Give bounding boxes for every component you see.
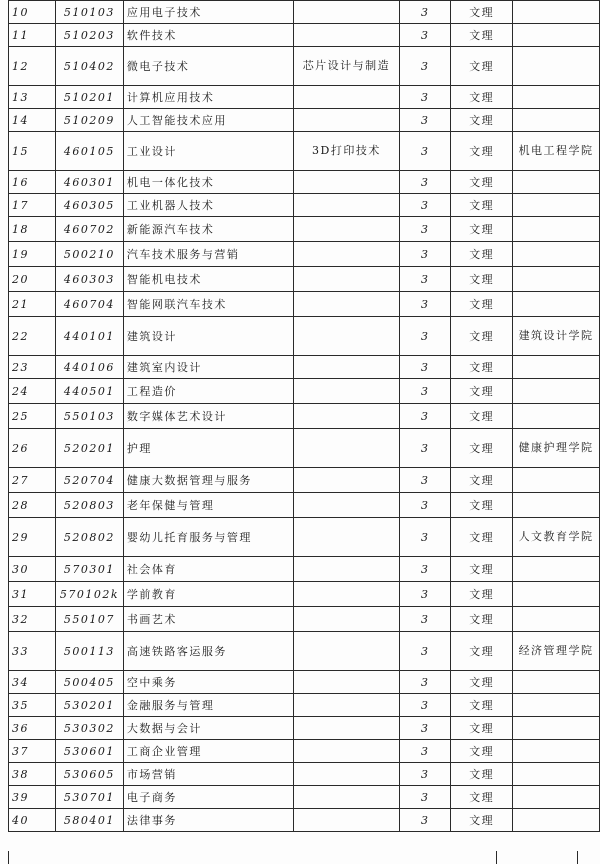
major-direction-cell	[293, 109, 400, 132]
major-code-cell: 530601	[55, 740, 123, 763]
study-years-cell: 3	[400, 607, 451, 632]
major-code-cell: 500113	[55, 632, 123, 671]
major-direction-cell	[293, 267, 400, 292]
subject-category-cell: 文理	[451, 1, 513, 24]
college-name-cell	[513, 557, 600, 582]
study-years-cell: 3	[400, 694, 451, 717]
row-number-cell: 29	[9, 518, 56, 557]
major-code-cell: 510209	[55, 109, 123, 132]
major-name-cell: 软件技术	[123, 24, 293, 47]
row-number-cell: 10	[9, 1, 56, 24]
major-name-cell: 计算机应用技术	[123, 86, 293, 109]
major-code-cell: 530302	[55, 717, 123, 740]
major-direction-cell	[293, 493, 400, 518]
study-years-cell: 3	[400, 86, 451, 109]
study-years-cell: 3	[400, 1, 451, 24]
table-row	[9, 809, 600, 832]
major-direction-cell	[293, 86, 400, 109]
subject-category-cell: 文理	[451, 217, 513, 242]
subject-category-cell: 文理	[451, 786, 513, 809]
major-code-cell: 500405	[55, 671, 123, 694]
study-years-cell: 3	[400, 132, 451, 171]
major-direction-cell	[293, 356, 400, 379]
row-number-cell: 22	[9, 317, 56, 356]
college-name-cell	[513, 242, 600, 267]
college-name-cell	[513, 763, 600, 786]
major-direction-cell	[293, 429, 400, 468]
table-row	[9, 632, 600, 671]
college-name-cell	[513, 582, 600, 607]
college-name-cell	[513, 24, 600, 47]
major-code-cell: 510103	[55, 1, 123, 24]
row-number-cell: 37	[9, 740, 56, 763]
major-name-cell: 新能源汽车技术	[123, 217, 293, 242]
study-years-cell: 3	[400, 786, 451, 809]
major-code-cell: 460301	[55, 171, 123, 194]
subject-category-cell: 文理	[451, 267, 513, 292]
major-direction-cell: 3D打印技术	[293, 132, 400, 171]
study-years-cell: 3	[400, 429, 451, 468]
row-number-cell: 20	[9, 267, 56, 292]
row-number-cell: 40	[9, 809, 56, 832]
row-number-cell: 11	[9, 24, 56, 47]
study-years-cell: 3	[400, 47, 451, 86]
major-direction-cell: 芯片设计与制造	[293, 47, 400, 86]
major-code-cell: 570301	[55, 557, 123, 582]
table-row	[9, 292, 600, 317]
table-row	[9, 671, 600, 694]
college-name-cell	[513, 786, 600, 809]
major-name-cell: 空中乘务	[123, 671, 293, 694]
major-name-cell: 智能网联汽车技术	[123, 292, 293, 317]
major-direction-cell	[293, 468, 400, 493]
study-years-cell: 3	[400, 109, 451, 132]
college-name-cell	[513, 1, 600, 24]
college-name-cell: 机电工程学院	[513, 132, 600, 171]
table-row	[9, 356, 600, 379]
study-years-cell: 3	[400, 404, 451, 429]
major-code-cell: 520704	[55, 468, 123, 493]
major-name-cell: 老年保健与管理	[123, 493, 293, 518]
major-code-cell: 530201	[55, 694, 123, 717]
major-name-cell: 工程造价	[123, 379, 293, 404]
major-name-cell: 社会体育	[123, 557, 293, 582]
major-name-cell: 电子商务	[123, 786, 293, 809]
study-years-cell: 3	[400, 671, 451, 694]
subject-category-cell: 文理	[451, 404, 513, 429]
subject-category-cell: 文理	[451, 24, 513, 47]
major-code-cell: 500210	[55, 242, 123, 267]
study-years-cell: 3	[400, 468, 451, 493]
college-name-cell: 建筑设计学院	[513, 317, 600, 356]
major-name-cell: 婴幼儿托育服务与管理	[123, 518, 293, 557]
major-name-cell: 微电子技术	[123, 47, 293, 86]
major-direction-cell	[293, 763, 400, 786]
table-row	[9, 242, 600, 267]
subject-category-cell: 文理	[451, 582, 513, 607]
major-direction-cell	[293, 740, 400, 763]
college-name-cell	[513, 671, 600, 694]
subject-category-cell: 文理	[451, 317, 513, 356]
major-direction-cell	[293, 404, 400, 429]
study-years-cell: 3	[400, 242, 451, 267]
major-code-cell: 440101	[55, 317, 123, 356]
study-years-cell: 3	[400, 763, 451, 786]
row-number-cell: 21	[9, 292, 56, 317]
subject-category-cell: 文理	[451, 607, 513, 632]
table-row	[9, 429, 600, 468]
major-code-cell: 530701	[55, 786, 123, 809]
row-number-cell: 26	[9, 429, 56, 468]
table-row	[9, 132, 600, 171]
college-name-cell	[513, 717, 600, 740]
college-name-cell	[513, 404, 600, 429]
row-number-cell: 17	[9, 194, 56, 217]
subject-category-cell: 文理	[451, 132, 513, 171]
table-row	[9, 24, 600, 47]
major-name-cell: 大数据与会计	[123, 717, 293, 740]
major-direction-cell	[293, 217, 400, 242]
table-row	[9, 493, 600, 518]
table-row	[9, 171, 600, 194]
major-direction-cell	[293, 786, 400, 809]
study-years-cell: 3	[400, 292, 451, 317]
major-code-cell: 570102k	[55, 582, 123, 607]
major-name-cell: 金融服务与管理	[123, 694, 293, 717]
subject-category-cell: 文理	[451, 429, 513, 468]
subject-category-cell: 文理	[451, 468, 513, 493]
table-row	[9, 694, 600, 717]
major-name-cell: 法律事务	[123, 809, 293, 832]
college-name-cell	[513, 379, 600, 404]
table-row	[9, 404, 600, 429]
subject-category-cell: 文理	[451, 356, 513, 379]
college-name-cell	[513, 267, 600, 292]
major-name-cell: 机电一体化技术	[123, 171, 293, 194]
major-code-cell: 460704	[55, 292, 123, 317]
major-code-cell: 510402	[55, 47, 123, 86]
major-code-cell: 460105	[55, 132, 123, 171]
table-row	[9, 740, 600, 763]
study-years-cell: 3	[400, 24, 451, 47]
study-years-cell: 3	[400, 717, 451, 740]
subject-category-cell: 文理	[451, 740, 513, 763]
study-years-cell: 3	[400, 356, 451, 379]
major-name-cell: 建筑室内设计	[123, 356, 293, 379]
table-row	[9, 267, 600, 292]
row-number-cell: 28	[9, 493, 56, 518]
table-row	[9, 217, 600, 242]
table-row	[9, 607, 600, 632]
college-name-cell	[513, 217, 600, 242]
major-direction-cell	[293, 809, 400, 832]
college-name-cell	[513, 740, 600, 763]
table-row	[9, 1, 600, 24]
subject-category-cell: 文理	[451, 171, 513, 194]
subject-category-cell: 文理	[451, 109, 513, 132]
major-name-cell: 建筑设计	[123, 317, 293, 356]
major-name-cell: 工业设计	[123, 132, 293, 171]
table-row	[9, 518, 600, 557]
major-code-cell: 510203	[55, 24, 123, 47]
study-years-cell: 3	[400, 267, 451, 292]
major-name-cell: 应用电子技术	[123, 1, 293, 24]
major-code-cell: 460303	[55, 267, 123, 292]
table-row	[9, 717, 600, 740]
row-number-cell: 24	[9, 379, 56, 404]
table-row	[9, 379, 600, 404]
subject-category-cell: 文理	[451, 632, 513, 671]
college-name-cell	[513, 194, 600, 217]
major-name-cell: 工商企业管理	[123, 740, 293, 763]
major-code-cell: 520803	[55, 493, 123, 518]
subject-category-cell: 文理	[451, 493, 513, 518]
college-name-cell: 人文教育学院	[513, 518, 600, 557]
study-years-cell: 3	[400, 194, 451, 217]
major-code-cell: 520201	[55, 429, 123, 468]
major-name-cell: 学前教育	[123, 582, 293, 607]
college-name-cell	[513, 468, 600, 493]
subject-category-cell: 文理	[451, 194, 513, 217]
table-row	[9, 557, 600, 582]
study-years-cell: 3	[400, 518, 451, 557]
major-name-cell: 汽车技术服务与营销	[123, 242, 293, 267]
subject-category-cell: 文理	[451, 717, 513, 740]
row-number-cell: 30	[9, 557, 56, 582]
major-direction-cell	[293, 694, 400, 717]
major-code-cell: 460702	[55, 217, 123, 242]
major-direction-cell	[293, 557, 400, 582]
row-number-cell: 27	[9, 468, 56, 493]
row-number-cell: 19	[9, 242, 56, 267]
major-code-cell: 440106	[55, 356, 123, 379]
college-name-cell	[513, 607, 600, 632]
college-name-cell	[513, 493, 600, 518]
major-code-cell: 580401	[55, 809, 123, 832]
table-continuation-divider	[496, 851, 497, 864]
college-name-cell	[513, 292, 600, 317]
table-row	[9, 86, 600, 109]
college-name-cell	[513, 356, 600, 379]
row-number-cell: 16	[9, 171, 56, 194]
major-direction-cell	[293, 1, 400, 24]
major-name-cell: 护理	[123, 429, 293, 468]
college-name-cell	[513, 86, 600, 109]
college-name-cell: 健康护理学院	[513, 429, 600, 468]
row-number-cell: 39	[9, 786, 56, 809]
study-years-cell: 3	[400, 317, 451, 356]
table-row	[9, 47, 600, 86]
major-name-cell: 高速铁路客运服务	[123, 632, 293, 671]
major-name-cell: 健康大数据管理与服务	[123, 468, 293, 493]
major-name-cell: 书画艺术	[123, 607, 293, 632]
row-number-cell: 18	[9, 217, 56, 242]
study-years-cell: 3	[400, 379, 451, 404]
row-number-cell: 12	[9, 47, 56, 86]
table-row	[9, 786, 600, 809]
college-name-cell	[513, 809, 600, 832]
row-number-cell: 34	[9, 671, 56, 694]
study-years-cell: 3	[400, 632, 451, 671]
row-number-cell: 35	[9, 694, 56, 717]
major-direction-cell	[293, 317, 400, 356]
subject-category-cell: 文理	[451, 518, 513, 557]
major-name-cell: 数字媒体艺术设计	[123, 404, 293, 429]
study-years-cell: 3	[400, 171, 451, 194]
row-number-cell: 15	[9, 132, 56, 171]
major-direction-cell	[293, 24, 400, 47]
subject-category-cell: 文理	[451, 86, 513, 109]
table-row	[9, 763, 600, 786]
row-number-cell: 38	[9, 763, 56, 786]
study-years-cell: 3	[400, 740, 451, 763]
study-years-cell: 3	[400, 557, 451, 582]
row-number-cell: 23	[9, 356, 56, 379]
college-name-cell: 经济管理学院	[513, 632, 600, 671]
major-direction-cell	[293, 717, 400, 740]
major-code-cell: 440501	[55, 379, 123, 404]
table-row	[9, 109, 600, 132]
row-number-cell: 25	[9, 404, 56, 429]
major-direction-cell	[293, 242, 400, 267]
major-direction-cell	[293, 292, 400, 317]
major-direction-cell	[293, 632, 400, 671]
table-row	[9, 582, 600, 607]
row-number-cell: 32	[9, 607, 56, 632]
subject-category-cell: 文理	[451, 47, 513, 86]
major-name-cell: 市场营销	[123, 763, 293, 786]
table-row	[9, 317, 600, 356]
major-direction-cell	[293, 518, 400, 557]
subject-category-cell: 文理	[451, 379, 513, 404]
major-name-cell: 智能机电技术	[123, 267, 293, 292]
subject-category-cell: 文理	[451, 671, 513, 694]
college-name-cell	[513, 109, 600, 132]
row-number-cell: 31	[9, 582, 56, 607]
major-code-cell: 530605	[55, 763, 123, 786]
major-direction-cell	[293, 671, 400, 694]
major-code-cell: 510201	[55, 86, 123, 109]
row-number-cell: 14	[9, 109, 56, 132]
major-direction-cell	[293, 171, 400, 194]
table-row	[9, 468, 600, 493]
major-code-cell: 550103	[55, 404, 123, 429]
study-years-cell: 3	[400, 809, 451, 832]
major-code-cell: 520802	[55, 518, 123, 557]
subject-category-cell: 文理	[451, 694, 513, 717]
study-years-cell: 3	[400, 217, 451, 242]
major-code-cell: 550107	[55, 607, 123, 632]
major-direction-cell	[293, 607, 400, 632]
major-direction-cell	[293, 582, 400, 607]
major-code-cell: 460305	[55, 194, 123, 217]
college-name-cell	[513, 47, 600, 86]
row-number-cell: 36	[9, 717, 56, 740]
subject-category-cell: 文理	[451, 557, 513, 582]
table-continuation-edge	[8, 851, 578, 864]
subject-category-cell: 文理	[451, 763, 513, 786]
row-number-cell: 33	[9, 632, 56, 671]
subject-category-cell: 文理	[451, 292, 513, 317]
major-direction-cell	[293, 379, 400, 404]
major-name-cell: 人工智能技术应用	[123, 109, 293, 132]
study-years-cell: 3	[400, 582, 451, 607]
table-row	[9, 194, 600, 217]
majors-table	[8, 0, 600, 832]
major-direction-cell	[293, 194, 400, 217]
college-name-cell	[513, 694, 600, 717]
college-name-cell	[513, 171, 600, 194]
subject-category-cell: 文理	[451, 242, 513, 267]
row-number-cell: 13	[9, 86, 56, 109]
major-name-cell: 工业机器人技术	[123, 194, 293, 217]
study-years-cell: 3	[400, 493, 451, 518]
subject-category-cell: 文理	[451, 809, 513, 832]
majors-table-body	[9, 1, 600, 832]
